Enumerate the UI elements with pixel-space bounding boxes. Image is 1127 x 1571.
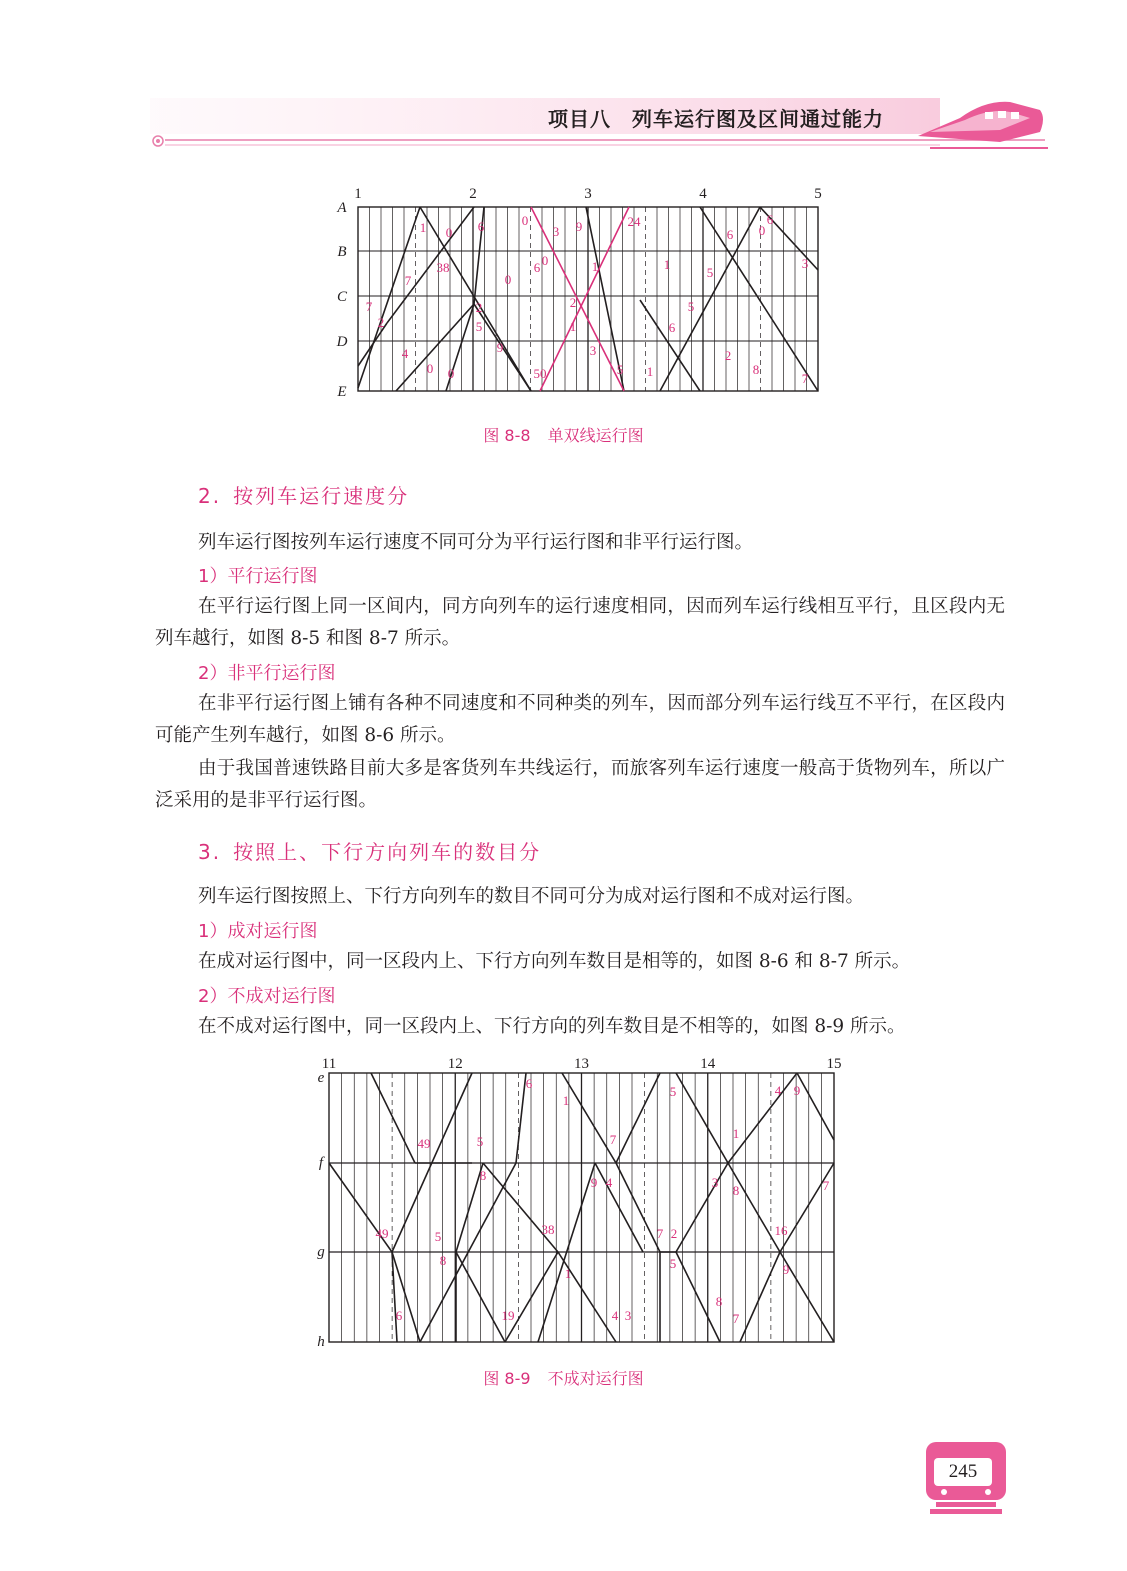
train-path bbox=[516, 1073, 526, 1163]
hour-label: 1 bbox=[354, 186, 362, 202]
figure-8-9 bbox=[310, 1052, 850, 1352]
chapter-title: 项目八 列车运行图及区间通过能力 bbox=[548, 107, 884, 131]
header-train-decoration bbox=[0, 0, 1127, 170]
minute-label: 9 bbox=[590, 1175, 598, 1190]
train-path bbox=[616, 1073, 660, 1163]
hour-label: 12 bbox=[447, 1056, 463, 1072]
minute-label: 9 bbox=[793, 1083, 801, 1098]
figure-8-8-caption bbox=[0, 423, 1127, 446]
section-number: 2. bbox=[198, 484, 222, 508]
minute-label: 8 bbox=[732, 1183, 740, 1198]
train-path bbox=[616, 1163, 660, 1252]
train-path bbox=[728, 1163, 780, 1252]
minute-label: 8 bbox=[439, 1253, 447, 1268]
minute-label: 1 bbox=[562, 1093, 570, 1108]
minute-label: 4 bbox=[605, 1175, 613, 1190]
train-path bbox=[797, 1073, 834, 1140]
subheading-parallel: 1）平行运行图 bbox=[198, 566, 318, 587]
minute-label: 2 bbox=[569, 295, 577, 310]
station-label: h bbox=[317, 1334, 325, 1350]
minute-label: 0 bbox=[445, 225, 453, 240]
minute-label: 3 bbox=[624, 1308, 632, 1323]
station-label: e bbox=[317, 1070, 325, 1086]
minute-label: 2 bbox=[670, 1226, 678, 1241]
hour-label: 3 bbox=[584, 186, 592, 202]
minute-label: 16 bbox=[774, 1223, 788, 1238]
station-label: B bbox=[337, 244, 347, 260]
figure-8-9-caption bbox=[0, 1366, 1127, 1389]
minute-label: 1 bbox=[663, 257, 671, 272]
hour-label: 5 bbox=[814, 186, 822, 202]
subheading-nonparallel: 2）非平行运行图 bbox=[198, 663, 336, 684]
minute-label: 1 bbox=[646, 364, 654, 379]
minute-label: 5 bbox=[669, 1084, 677, 1099]
figure-8-8 bbox=[330, 180, 830, 400]
train-path bbox=[660, 207, 760, 391]
caption-number: 图 8-8 bbox=[483, 426, 531, 445]
figure-8-8-diagram bbox=[330, 180, 830, 400]
train-path bbox=[483, 1163, 558, 1252]
minute-label: 3 bbox=[589, 343, 597, 358]
minute-label: 5 bbox=[669, 1256, 677, 1271]
minute-label: 2 bbox=[475, 300, 483, 315]
minute-label: 9 bbox=[575, 219, 583, 234]
paragraph-china: 由于我国普速铁路目前大多是客货列车共线运行，而旅客列车运行速度一般高于货物列车，所以广泛采用的是非平行运行图。 bbox=[155, 758, 1005, 811]
minute-label: 24 bbox=[627, 214, 641, 229]
minute-label: 6 bbox=[395, 1308, 403, 1323]
minute-label: 1 bbox=[732, 1126, 740, 1141]
minute-label: 5 bbox=[476, 1134, 484, 1149]
minute-label: 0 bbox=[521, 213, 529, 228]
hour-label: 15 bbox=[826, 1056, 842, 1072]
station-label: D bbox=[336, 334, 348, 350]
page-header bbox=[0, 0, 1127, 170]
minute-label: 49 bbox=[375, 1226, 389, 1241]
minute-label: 6 bbox=[668, 320, 676, 335]
minute-label: 5 bbox=[434, 1229, 442, 1244]
train-path bbox=[505, 1252, 558, 1342]
minute-label: 2 bbox=[377, 315, 385, 330]
hour-label: 2 bbox=[469, 186, 477, 202]
paragraph-nonparallel: 在非平行运行图上铺有各种不同速度和不同种类的列车，因而部分列车运行线互不平行，在区段内可能产生列车越行，如图 8-6 所示。 bbox=[155, 693, 1005, 746]
minute-label: 8 bbox=[715, 1294, 723, 1309]
minute-label: 1 bbox=[569, 319, 577, 334]
subheading-paired: 1）成对运行图 bbox=[198, 921, 318, 942]
minute-label: 6 bbox=[766, 212, 774, 227]
minute-label: 4 bbox=[611, 1308, 619, 1323]
minute-label: 3 bbox=[552, 224, 560, 239]
minute-label: 0 bbox=[504, 272, 512, 287]
minute-label: 7 bbox=[732, 1311, 740, 1326]
hour-label: 14 bbox=[700, 1056, 716, 1072]
minute-label: 6 bbox=[533, 260, 541, 275]
subheading-unpaired: 2）不成对运行图 bbox=[198, 986, 336, 1007]
train-path bbox=[740, 1252, 780, 1342]
minute-label: 9 bbox=[782, 1262, 790, 1277]
paragraph-unpaired: 在不成对运行图中，同一区段内上、下行方向的列车数目是不相等的，如图 8-9 所示。 bbox=[198, 1016, 906, 1037]
minute-label: 49 bbox=[417, 1136, 431, 1151]
minute-label: 1 bbox=[564, 1266, 572, 1281]
section-number: 3. bbox=[198, 840, 222, 864]
paragraph-speed: 列车运行图按列车运行速度不同可分为平行运行图和非平行运行图。 bbox=[198, 532, 754, 553]
paragraph-direction: 列车运行图按照上、下行方向列车的数目不同可分为成对运行图和不成对运行图。 bbox=[198, 886, 865, 907]
train-path bbox=[595, 1163, 643, 1252]
minute-label: 4 bbox=[401, 346, 409, 361]
minute-label: 38 bbox=[541, 1222, 555, 1237]
minute-label: 6 bbox=[525, 1076, 533, 1091]
minute-label: 0 bbox=[758, 223, 766, 238]
minute-label: 3 bbox=[801, 256, 809, 271]
minute-label: 7 bbox=[404, 273, 412, 288]
train-path-highlight bbox=[531, 207, 624, 391]
station-label: f bbox=[318, 1155, 324, 1171]
minute-label: 7 bbox=[822, 1178, 830, 1193]
minute-label: 50 bbox=[533, 366, 547, 381]
section-title: 按列车运行速度分 bbox=[233, 484, 410, 508]
minute-label: 6 bbox=[477, 219, 485, 234]
minute-label: 3 bbox=[711, 1175, 719, 1190]
minute-label: 0 bbox=[541, 253, 549, 268]
minute-label: 6 bbox=[726, 227, 734, 242]
minute-label: 8 bbox=[752, 362, 760, 377]
minute-label: 1 bbox=[591, 259, 599, 274]
minute-label: 9 bbox=[496, 340, 504, 355]
train-path bbox=[358, 207, 420, 388]
minute-label: 0 bbox=[426, 361, 434, 376]
minute-label: 8 bbox=[479, 1168, 487, 1183]
hour-label: 13 bbox=[574, 1056, 589, 1072]
train-path bbox=[728, 1073, 797, 1163]
figure-8-9-diagram bbox=[310, 1052, 850, 1352]
section-2-heading bbox=[198, 480, 409, 509]
station-label: A bbox=[337, 200, 347, 216]
station-label: g bbox=[317, 1244, 325, 1260]
page-number: 245 bbox=[934, 1458, 992, 1486]
paragraph-paired: 在成对运行图中，同一区段内上、下行方向列车数目是相等的，如图 8-6 和 8-7 所示。 bbox=[198, 951, 911, 972]
station-label: E bbox=[337, 384, 347, 400]
hour-label: 11 bbox=[321, 1056, 337, 1072]
minute-label: 1 bbox=[419, 220, 427, 235]
minute-label: 5 bbox=[616, 362, 624, 377]
minute-label: 0 bbox=[447, 366, 455, 381]
caption-text: 不成对运行图 bbox=[547, 1369, 644, 1388]
train-path bbox=[780, 1163, 834, 1252]
train-path bbox=[562, 1073, 616, 1163]
caption-number: 图 8-9 bbox=[483, 1369, 531, 1388]
station-label: C bbox=[336, 289, 348, 305]
train-path bbox=[420, 207, 531, 391]
minute-label: 5 bbox=[475, 319, 483, 334]
paragraph-parallel: 在平行运行图上同一区间内，同方向列车的运行速度相同，因而列车运行线相互平行，且区段内无列车越行，如图 8-5 和图 8-7 所示。 bbox=[155, 596, 1005, 649]
section-title: 按照上、下行方向列车的数目分 bbox=[233, 840, 542, 864]
minute-label: 7 bbox=[801, 371, 809, 386]
caption-text: 单双线运行图 bbox=[547, 426, 644, 445]
section-3-heading bbox=[198, 836, 541, 865]
minute-label: 7 bbox=[609, 1132, 617, 1147]
hour-label: 4 bbox=[699, 186, 707, 202]
minute-label: 7 bbox=[365, 299, 373, 314]
train-path bbox=[371, 1073, 415, 1163]
minute-label: 2 bbox=[724, 348, 732, 363]
minute-label: 5 bbox=[687, 299, 695, 314]
minute-label: 5 bbox=[706, 265, 714, 280]
minute-label: 38 bbox=[436, 260, 450, 275]
minute-label: 19 bbox=[501, 1308, 515, 1323]
minute-label: 4 bbox=[774, 1083, 782, 1098]
minute-label: 7 bbox=[656, 1226, 664, 1241]
